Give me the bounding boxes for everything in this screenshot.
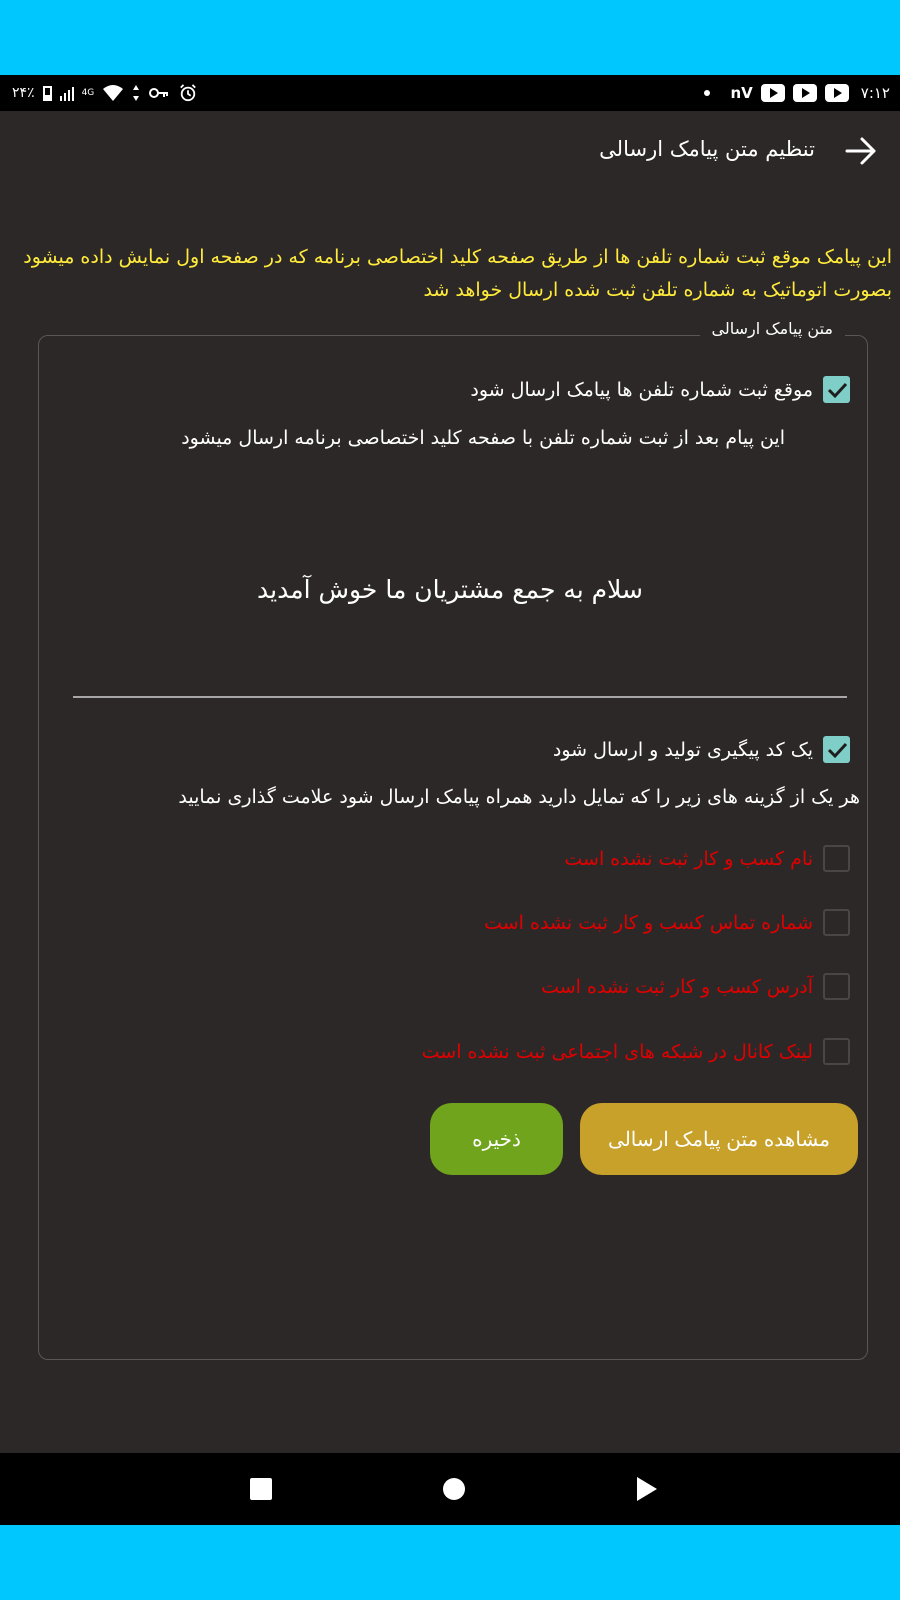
network-type: 4G bbox=[81, 88, 95, 98]
status-right bbox=[704, 81, 890, 105]
youtube-icon bbox=[761, 84, 785, 102]
business-name-option[interactable] bbox=[564, 845, 850, 872]
message-text-field[interactable]: سلام به جمع مشتریان ما خوش آمدید bbox=[257, 575, 643, 604]
send-sms-label: موقع ثبت شماره تلفن ها پیامک ارسال شود bbox=[470, 378, 813, 401]
business-address-option[interactable] bbox=[541, 973, 850, 1000]
data-transfer-icon bbox=[132, 84, 140, 102]
status-bar bbox=[0, 75, 900, 111]
business-address-checkbox[interactable] bbox=[823, 973, 850, 1000]
app-bar bbox=[0, 111, 900, 191]
notification-dot-icon bbox=[704, 90, 710, 96]
back-icon[interactable] bbox=[637, 1477, 657, 1501]
app-screen bbox=[0, 75, 900, 1525]
battery-icon bbox=[43, 86, 52, 101]
business-phone-checkbox[interactable] bbox=[823, 909, 850, 936]
send-sms-description: این پیام بعد از ثبت شماره تلفن با صفحه کلید اختصاصی برنامه ارسال میشود bbox=[181, 427, 785, 449]
checkmark-icon bbox=[826, 739, 848, 761]
recent-apps-icon[interactable] bbox=[250, 1478, 272, 1500]
home-icon[interactable] bbox=[443, 1478, 465, 1500]
battery-percent: ۲۴٪ bbox=[12, 85, 35, 101]
business-name-checkbox[interactable] bbox=[823, 845, 850, 872]
youtube-icon bbox=[793, 84, 817, 102]
alarm-icon bbox=[178, 84, 198, 102]
send-sms-checkbox[interactable] bbox=[823, 376, 850, 403]
message-field-underline bbox=[73, 696, 847, 698]
group-legend: متن پیامک ارسالی bbox=[700, 319, 845, 338]
carrier-indicator: nV bbox=[730, 84, 753, 102]
clock: ۷:۱۲ bbox=[860, 84, 890, 102]
social-channel-option[interactable] bbox=[422, 1038, 850, 1065]
options-hint: هر یک از گزینه های زیر را که تمایل دارید همراه پیامک ارسال شود علامت گذاری نمایید bbox=[178, 786, 860, 808]
signal-icon bbox=[60, 86, 74, 101]
business-phone-option[interactable] bbox=[484, 909, 850, 936]
preview-sms-button[interactable]: مشاهده متن پیامک ارسالی bbox=[580, 1103, 858, 1175]
tracking-code-option[interactable] bbox=[553, 736, 850, 763]
business-name-label: نام کسب و کار ثبت نشده است bbox=[564, 847, 813, 870]
system-nav-bar bbox=[0, 1453, 900, 1525]
youtube-icon bbox=[825, 84, 849, 102]
status-left bbox=[12, 81, 198, 105]
info-text: این پیامک موقع ثبت شماره تلفن ها از طریق صفحه کلید اختصاصی برنامه که در صفحه اول نمایش داده میشود بصورت اتوماتیک به شماره تلفن ثبت شده ارسال خواهد شد bbox=[23, 246, 892, 301]
save-button[interactable]: ذخیره bbox=[430, 1103, 563, 1175]
social-channel-label: لینک کانال در شبکه های اجتماعی ثبت نشده است bbox=[421, 1040, 813, 1063]
wifi-icon bbox=[102, 84, 124, 102]
business-address-label: آدرس کسب و کار ثبت نشده است bbox=[541, 975, 813, 998]
vpn-key-icon bbox=[148, 84, 170, 102]
tracking-code-label: یک کد پیگیری تولید و ارسال شود bbox=[552, 738, 813, 761]
page-title: تنظیم متن پیامک ارسالی bbox=[599, 137, 815, 161]
send-sms-option[interactable] bbox=[470, 376, 850, 403]
tracking-code-checkbox[interactable] bbox=[823, 736, 850, 763]
social-channel-checkbox[interactable] bbox=[823, 1038, 850, 1065]
business-phone-label: شماره تماس کسب و کار ثبت نشده است bbox=[484, 911, 813, 934]
checkmark-icon bbox=[826, 379, 848, 401]
back-arrow-icon[interactable] bbox=[844, 135, 878, 167]
